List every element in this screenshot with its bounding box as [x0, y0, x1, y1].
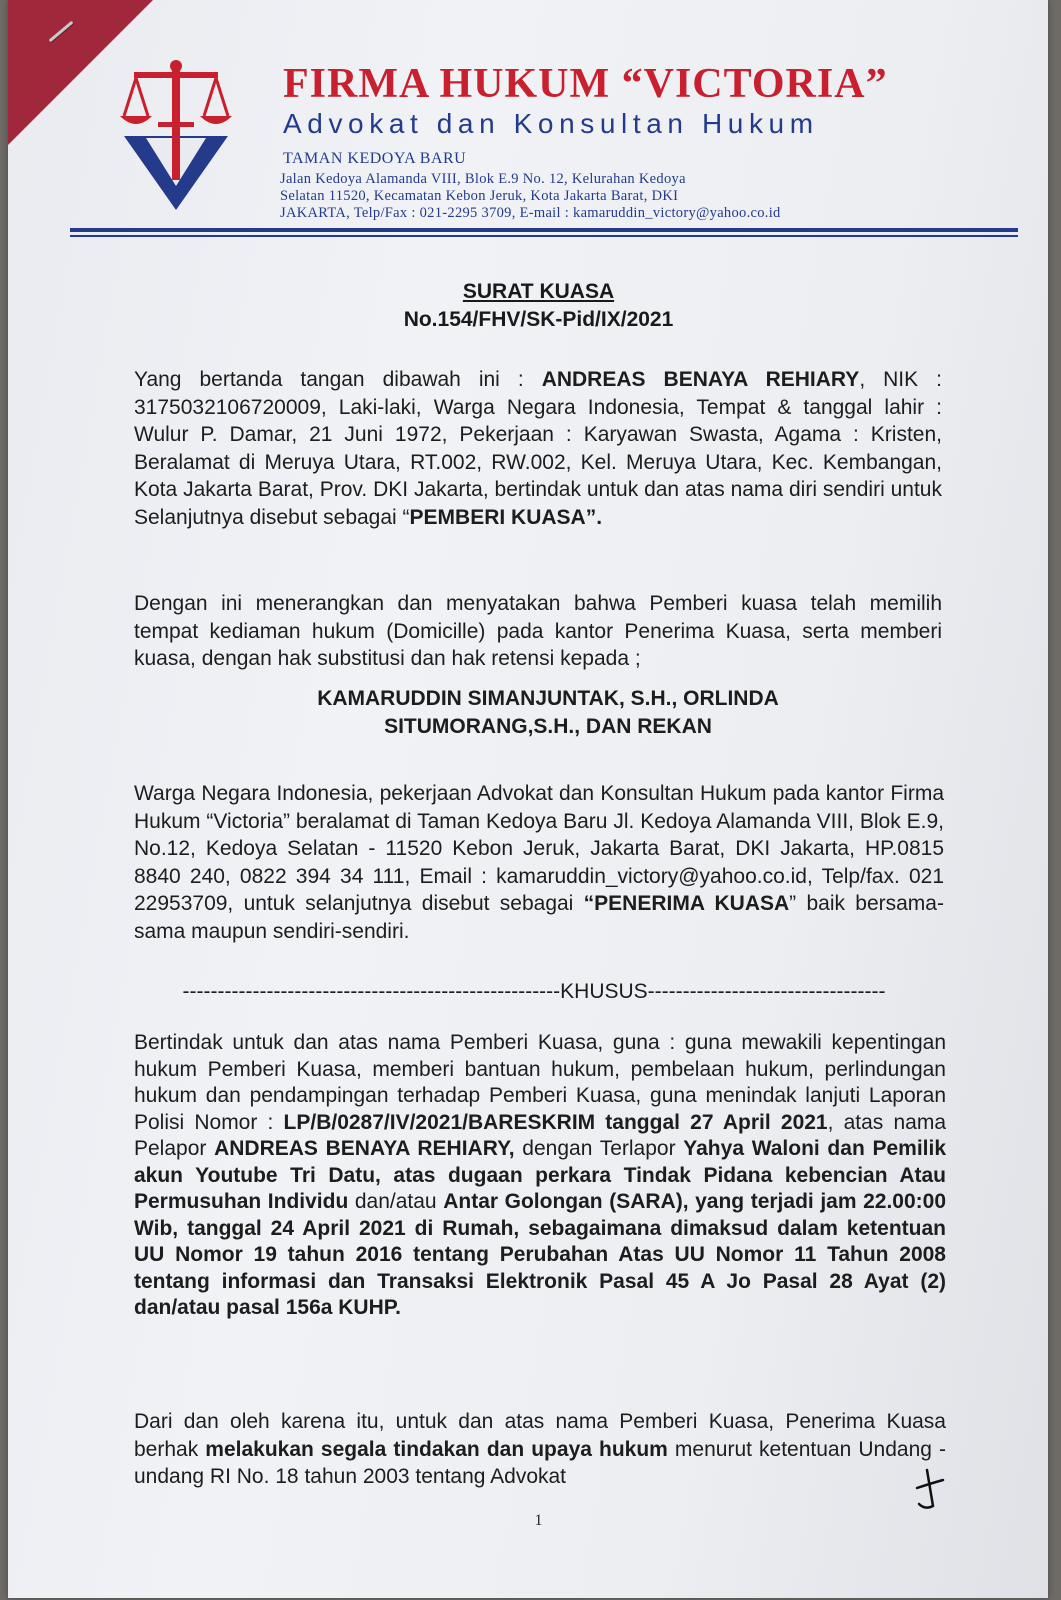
firm-area: TAMAN KEDOYA BARU	[283, 150, 467, 167]
mandate-paragraph: Bertindak untuk dan atas nama Pemberi Kuasa, guna : guna mewakili kepentingan hukum Pemberi Kuasa, memberi bantuan hukum, pembelaan hukum, perlindungan hukum dan pendampingan terhadap Pemberi Kuasa, guna menindak lanjuti Laporan Polisi Nomor : LP/B/0287/IV/2021/BARESKRIM tanggal 27 April 2021, atas nama Pelapor ANDREAS BENAYA REHIARY, dengan Terlapor Yahya Waloni dan Pemilik akun Youtube Tri Datu, atas dugaan perkara Tindak Pidana kebencian Atau Permusuhan Individu dan/atau Antar Golongan (SARA), yang terjadi jam 22.00:00 Wib, tanggal 24 April 2021 di Rumah, sebagaimana dimaksud dalam ketentuan UU Nomor 19 tahun 2016 tentang Perubahan Atas UU Nomor 11 Tahun 2008 tentang informasi dan Transaksi Elektronik Pasal 45 A Jo Pasal 28 Ayat (2) dan/atau pasal 156a KUHP.	[134, 1031, 947, 1319]
police-report: LP/B/0287/IV/2021/BARESKRIM tanggal 27 April 2021	[283, 1110, 828, 1134]
document-title: SURAT KUASA	[462, 280, 615, 303]
page-number: 1	[534, 1512, 543, 1529]
authority-paragraph: Dari dan oleh karena itu, untuk dan atas nama Pemberi Kuasa, Penerima Kuasa berhak melakukan segala tindakan dan upaya hukum menurut ketentuan Undang - undang RI No. 18 tahun 2003 tentang Advokat	[134, 1410, 946, 1488]
firm-address	[280, 171, 980, 222]
case-detail: Antar Golongan (SARA), yang terjadi jam 22.00:00 Wib, tanggal 24 April 2021 di Rumah, sebagaimana dimaksud dalam ketentuan UU Nomor 19 tahun 2016 tentang Perubahan Atas UU Nomor 11 Tahun 2008 tentang informasi dan Transaksi Elektronik Pasal 45 A Jo Pasal 28 Ayat (2) dan/atau pasal 156a KUHP.	[134, 1190, 946, 1319]
document-number: No.154/FHV/SK-Pid/IX/2021	[403, 308, 674, 331]
firm-subtitle: Advokat dan Konsultan Hukum	[283, 108, 819, 139]
grantor-role: PEMBERI KUASA”.	[409, 505, 603, 529]
letterhead-divider-thin	[70, 235, 1018, 237]
grantor-name: ANDREAS BENAYA REHIARY	[541, 368, 860, 391]
paraf-initial-icon	[913, 1466, 947, 1512]
letterhead-divider	[70, 228, 1018, 232]
reported-party: Yahya Waloni dan Pemilik akun Youtube Tri Datu, atas dugaan perkara Tindak Pidana kebencian Atau Permusuhan Individu	[134, 1137, 947, 1213]
khusus-divider: ------------------------------------------------------KHUSUS----------------------------------	[182, 980, 886, 1003]
domicile-paragraph: Dengan ini menerangkan dan menyatakan bahwa Pemberi kuasa telah memilih tempat kediaman hukum (Domicille) pada kantor Penerima Kuasa, serta memberi kuasa, dengan hak substitusi dan hak retensi kepada ;	[134, 592, 942, 670]
recipient-line: SITUMORANG,S.H., DAN REKAN	[384, 715, 712, 738]
recipient-line: KAMARUDDIN SIMANJUNTAK, S.H., ORLINDA	[317, 687, 779, 710]
recipient-paragraph: Warga Negara Indonesia, pekerjaan Advokat dan Konsultan Hukum pada kantor Firma Hukum “Victoria” beralamat di Taman Kedoya Baru Jl. Kedoya Alamanda VIII, Blok E.9, No.12, Kedoya Selatan - 11520 Kebon Jeruk, Jakarta Barat, DKI Jakarta, HP.0815 8840 240, 0822 394 34 111, Email : kamaruddin_victory@yahoo.co.id, Telp/fax. 021 22953709, untuk selanjutnya disebut sebagai “PENERIMA KUASA” baik bersama-sama maupun sendiri-sendiri.	[134, 782, 944, 943]
recipient-role: “PENERIMA KUASA	[583, 892, 790, 915]
reporter-name: ANDREAS BENAYA REHIARY,	[214, 1137, 515, 1160]
address-line: Jalan Kedoya Alamanda VIII, Blok E.9 No. 12, Kelurahan Kedoya	[280, 171, 686, 187]
address-line: Selatan 11520, Kecamatan Kebon Jeruk, Kota Jakarta Barat, DKI	[280, 188, 679, 204]
firm-name: FIRMA HUKUM “VICTORIA”	[283, 61, 888, 107]
authority-bold: melakukan segala tindakan dan upaya hukum	[205, 1437, 668, 1461]
address-line: JAKARTA, Telp/Fax : 021-2295 3709, E-mail : kamaruddin_victory@yahoo.co.id	[280, 205, 781, 221]
recipient-names	[268, 685, 828, 741]
document-page	[8, 0, 1048, 1598]
grantor-paragraph: Yang bertanda tangan dibawah ini : ANDREAS BENAYA REHIARY, NIK : 3175032106720009, Laki-laki, Warga Negara Indonesia, Tempat & tanggal lahir : Wulur P. Damar, 21 Juni 1972, Pekerjaan : Karyawan Swasta, Agama : Kristen, Beralamat di Meruya Utara, RT.002, RW.002, Kel. Meruya Utara, Kec. Kembangan, Kota Jakarta Barat, Prov. DKI Jakarta, bertindak untuk dan atas nama diri sendiri untuk Selanjutnya disebut sebagai “PEMBERI KUASA”.	[134, 368, 942, 529]
scales-of-justice-icon	[116, 58, 236, 216]
